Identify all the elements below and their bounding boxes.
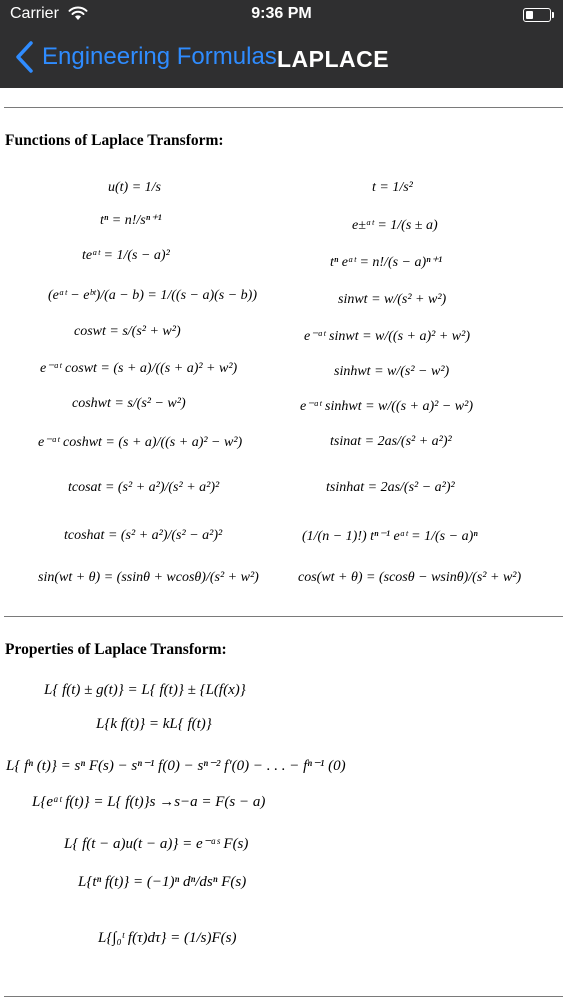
- formula-right-10: (1/(n − 1)!) tⁿ⁻¹ eᵃᵗ = 1/(s − a)ⁿ: [302, 529, 478, 544]
- divider: [4, 616, 563, 617]
- formula-right-1: t = 1/s²: [372, 180, 413, 195]
- formula-left-3: teᵃᵗ = 1/(s − a)²: [82, 248, 170, 263]
- property-6: L{tⁿ f(t)} = (−1)ⁿ dⁿ/dsⁿ F(s): [78, 874, 247, 890]
- functions-section-title: Functions of Laplace Transform:: [5, 132, 224, 149]
- status-time: 9:36 PM: [251, 5, 312, 22]
- property-5: L{ f(t − a)u(t − a)} = e⁻ᵃˢ F(s): [64, 836, 249, 852]
- battery-icon: [523, 8, 551, 22]
- property-2: L{k f(t)} = kL{ f(t)}: [96, 716, 212, 732]
- formula-right-5: e⁻ᵃᵗ sinwt = w/((s + a)² + w²): [304, 329, 470, 344]
- navigation-bar: [0, 0, 563, 88]
- property-4: L{eᵃᵗ f(t)} = L{ f(t)}s →s−a = F(s − a): [32, 794, 266, 810]
- formula-left-1: u(t) = 1/s: [108, 180, 161, 195]
- formula-right-6: sinhwt = w/(s² − w²): [334, 364, 450, 379]
- property-1: L{ f(t) ± g(t)} = L{ f(t)} ± {L(f(x)}: [44, 682, 246, 698]
- carrier-label: Carrier: [10, 5, 59, 22]
- formula-left-2: tⁿ = n!/sⁿ⁺¹: [100, 213, 162, 228]
- formula-left-9: tcosat = (s² + a²)/(s² + a²)²: [68, 480, 220, 495]
- back-button-label: Engineering Formulas: [42, 43, 277, 70]
- formula-right-4: sinwt = w/(s² + w²): [338, 292, 447, 307]
- formula-right-2: e±ᵃᵗ = 1/(s ± a): [352, 218, 438, 233]
- chevron-left-icon: [14, 40, 36, 74]
- formula-left-10: tcoshat = (s² + a²)/(s² − a²)²: [64, 528, 223, 543]
- formula-left-5: coswt = s/(s² + w²): [74, 324, 181, 339]
- divider: [4, 996, 563, 997]
- back-button[interactable]: [14, 40, 277, 74]
- formula-right-3: tⁿ eᵃᵗ = n!/(s − a)ⁿ⁺¹: [330, 255, 443, 270]
- formula-right-7: e⁻ᵃᵗ sinhwt = w/((s + a)² − w²): [300, 399, 473, 414]
- formula-right-11: cos(wt + θ) = (scosθ − wsinθ)/(s² + w²): [298, 570, 522, 585]
- formula-right-9: tsinhat = 2as/(s² − a²)²: [326, 480, 455, 495]
- formula-left-8: e⁻ᵃᵗ coshwt = (s + a)/((s + a)² − w²): [38, 435, 243, 450]
- divider: [4, 107, 563, 108]
- formula-left-7: coshwt = s/(s² − w²): [72, 396, 186, 411]
- properties-section-title: Properties of Laplace Transform:: [5, 641, 227, 658]
- status-bar: [0, 0, 563, 30]
- nav-header: [0, 38, 563, 78]
- property-7: L{∫₀ᵗ f(τ)dτ} = (1/s)F(s): [98, 930, 237, 946]
- property-3: L{ fⁿ (t)} = sⁿ F(s) − sⁿ⁻¹ f(0) − sⁿ⁻² f′(0) − . . . − fⁿ⁻¹ (0): [6, 758, 346, 774]
- formula-left-6: e⁻ᵃᵗ coswt = (s + a)/((s + a)² + w²): [40, 361, 238, 376]
- formula-right-8: tsinat = 2as/(s² + a²)²: [330, 434, 452, 449]
- formula-left-11: sin(wt + θ) = (ssinθ + wcosθ)/(s² + w²): [38, 570, 259, 585]
- page-title: LAPLACE: [277, 46, 390, 72]
- formula-left-4: (eᵃᵗ − eᵇᵗ)/(a − b) = 1/((s − a)(s − b)): [48, 288, 258, 303]
